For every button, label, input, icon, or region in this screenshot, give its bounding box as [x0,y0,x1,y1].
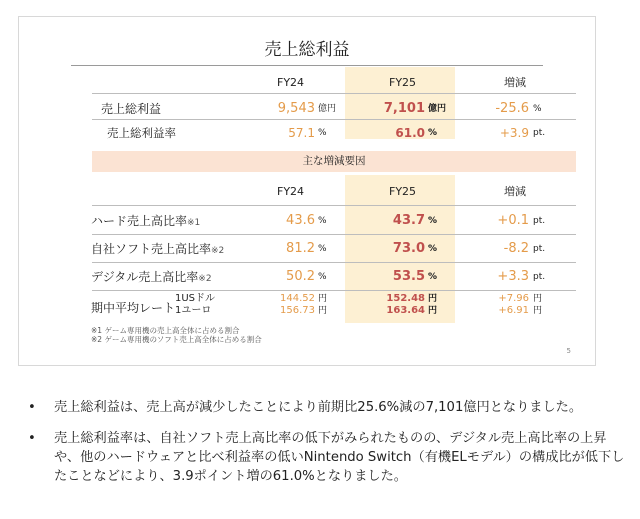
row-label-wrap [91,211,200,233]
fy24-value: 50.2 [286,269,315,284]
row-note: ※1 [187,218,201,228]
row-label: ハード売上高比率 [91,214,188,228]
diff-value: +0.1 [497,213,529,228]
fx-usd-label: 1USドル [175,293,216,304]
row-label: 売上総利益 [101,102,162,116]
fx-usd-fy24: 144.52 [280,293,315,304]
row-divider [92,93,576,94]
row-divider [92,119,576,120]
fy25-value: 7,101 [383,101,425,116]
row-label: 期中平均レート [91,301,176,315]
col-fy25: FY25 [389,76,417,89]
column-header-row [19,73,597,93]
diff-unit: pt. [533,216,546,226]
row-divider [92,262,576,263]
diff-value: -25.6 [495,101,529,116]
fy25-value: 43.7 [392,213,425,228]
row-label: 自社ソフト売上高比率 [91,242,212,256]
fy24-unit: 億円 [318,104,337,114]
table-row-first-party-software-ratio [19,239,597,259]
row-note: ※2 [198,274,212,284]
section-title: 主な増減要因 [92,151,576,172]
row-divider [92,205,576,206]
slide [18,16,596,366]
diff-unit: pt. [533,128,546,138]
diff-unit: % [533,104,542,114]
fy24-unit: % [318,272,327,282]
column-header-row [19,182,597,202]
row-divider [92,234,576,235]
diff-unit: pt. [533,272,546,282]
fy24-unit: % [318,244,327,254]
table-row-gross-profit [19,99,597,119]
page-number: 5 [566,347,571,355]
col-diff: 増減 [504,185,526,198]
fy25-value: 73.0 [392,241,425,256]
fx-eur-fy24: 156.73 [280,305,315,316]
fy25-unit: % [428,216,438,226]
fx-unit: 円 [318,294,328,304]
row-label: デジタル売上高比率 [91,270,199,284]
row-label-wrap [91,239,224,261]
fx-eur-fy25: 163.64 [386,305,425,316]
table-row-fx-rate [19,293,597,323]
list-item [28,398,628,417]
slide-title: 売上総利益 [264,40,350,60]
fy25-value: 61.0 [395,126,425,140]
bullet-text: 売上総利益は、売上高が減少したことにより前期比25.6%減の7,101億円となりました。 [54,400,583,415]
row-note: ※2 [211,246,225,256]
fy24-value: 57.1 [288,126,315,140]
fy25-unit: 億円 [428,104,447,114]
fy25-unit: % [428,272,438,282]
col-fy25: FY25 [389,185,417,198]
fx-unit: 円 [318,306,328,316]
diff-value: +3.9 [499,126,529,140]
table-row-hardware-ratio [19,211,597,231]
row-label: 売上総利益率 [107,126,176,140]
col-fy24: FY24 [277,185,305,198]
bullet-symbol: • [28,400,36,415]
fx-eur-diff: +6.91 [498,305,529,316]
footnote: ※1 ゲーム専用機の売上高全体に占める割合 [91,326,240,335]
table-row-gross-margin [19,123,597,143]
fy25-unit: % [428,128,438,138]
fy24-value: 43.6 [286,213,315,228]
title-divider [71,65,543,66]
fx-unit: 円 [428,306,438,316]
fx-unit: 円 [533,294,543,304]
fy24-value: 81.2 [286,241,315,256]
diff-value: -8.2 [503,241,529,256]
diff-value: +3.3 [497,269,529,284]
row-label-wrap [91,267,212,289]
col-diff: 増減 [504,76,526,89]
fy25-value: 53.5 [392,269,425,284]
list-item [28,429,628,486]
fy24-value: 9,543 [277,101,315,116]
bullet-text: 売上総利益率は、自社ソフト売上高比率の低下がみられたものの、デジタル売上高比率の上昇や、他のハードウェアと比べ利益率の低いNintendo Switch（有機ELモデル）の構成比が低下したことなどにより、3.9ポイント増の61.0%となりました。 [54,431,625,484]
bullet-list [28,398,628,498]
fx-usd-fy25: 152.48 [386,293,425,304]
fx-unit: 円 [428,294,438,304]
fx-usd-diff: +7.96 [498,293,529,304]
fy25-unit: % [428,244,438,254]
fy24-unit: % [318,128,327,138]
table-row-digital-ratio [19,267,597,287]
col-fy24: FY24 [277,76,305,89]
fx-eur-label: 1ユーロ [175,305,212,316]
fy24-unit: % [318,216,327,226]
footnote: ※2 ゲーム専用機のソフト売上高全体に占める割合 [91,335,262,344]
bullet-symbol: • [28,431,36,446]
diff-unit: pt. [533,244,546,254]
fx-unit: 円 [533,306,543,316]
